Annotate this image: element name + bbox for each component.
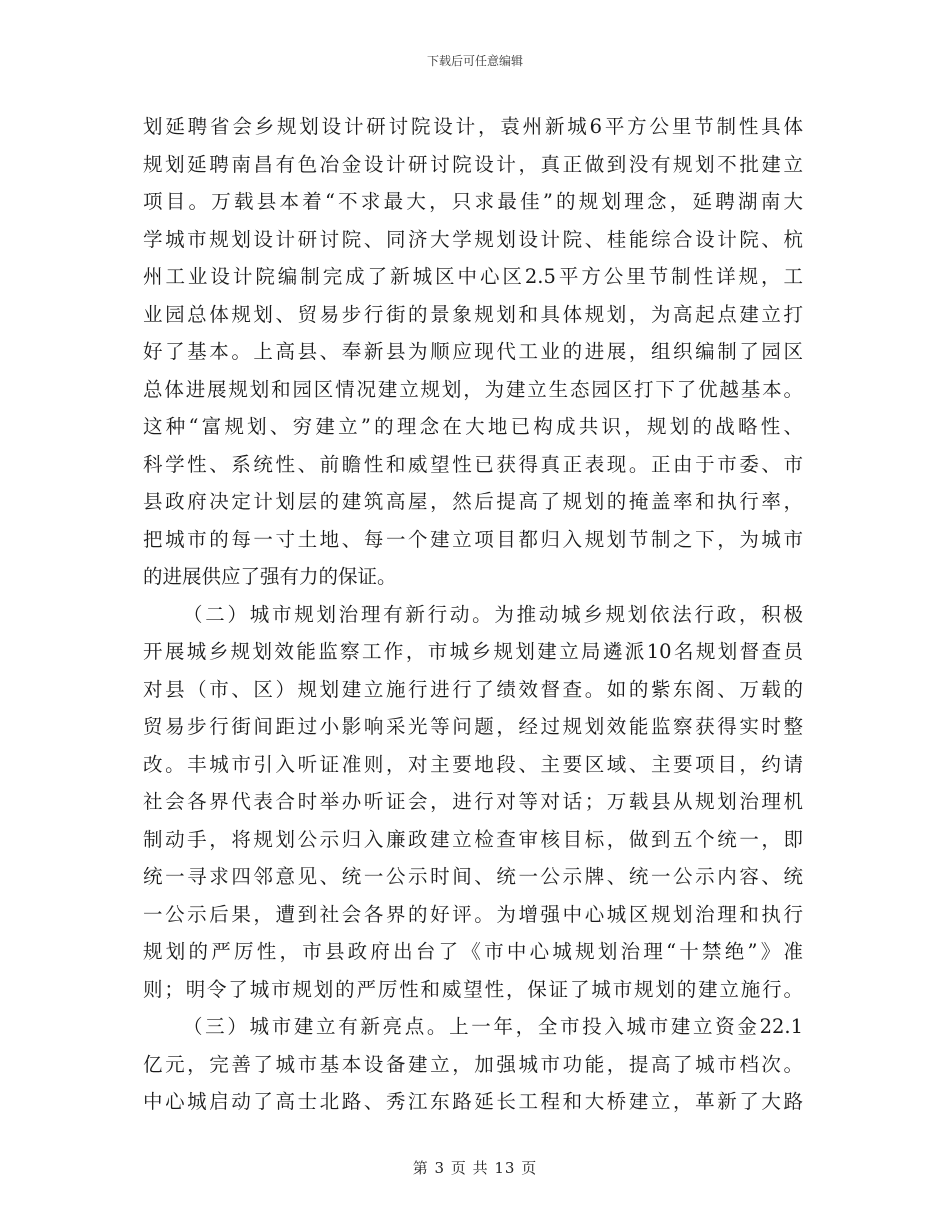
- text-line: 制动手，将规划公示归入廉政建立检查审核目标，做到五个统一，即: [143, 827, 803, 851]
- text-line: 对县（市、区）规划建立施行进行了绩效督查。如的紫东阁、万载的: [143, 677, 803, 701]
- text-line: 县政府决定计划层的建筑高屋，然后提高了规划的掩盖率和执行率，: [143, 490, 803, 513]
- text-line: 改。丰城市引入听证准则，对主要地段、主要区域、主要项目，约请: [143, 752, 803, 776]
- page-footer: 第 3 页 共 13 页: [412, 1159, 538, 1177]
- text-line: 亿元，完善了城市基本设备建立，加强城市功能，提高了城市档次。: [143, 1052, 803, 1076]
- text-line: 这种“富规划、穷建立”的理念在大地已构成共识，规划的战略性、: [143, 415, 803, 438]
- paragraph-end-line: 的进展供应了强有力的保证。: [143, 565, 397, 588]
- text-line: 科学性、系统性、前瞻性和威望性已获得真正表现。正由于市委、市: [143, 452, 803, 476]
- text-line: 划延聘省会乡规划设计研讨院设计，袁州新城6平方公里节制性具体: [143, 115, 803, 138]
- text-line: 规划延聘南昌有色冶金设计研讨院设计，真正做到没有规划不批建立: [143, 152, 803, 176]
- text-line: 州工业设计院编制完成了新城区中心区2.5平方公里节制性详规，工: [143, 265, 803, 288]
- text-line: 社会各界代表合时举办听证会，进行对等对话；万载县从规划治理机: [143, 790, 803, 813]
- text-line: 贸易步行街间距过小影响采光等问题，经过规划效能监察获得实时整: [143, 715, 803, 738]
- text-line: 学城市规划设计研讨院、同济大学规划设计院、桂能综合设计院、杭: [143, 227, 803, 251]
- text-line: 规划的严厉性，市县政府出台了《市中心城规划治理“十禁绝”》准: [143, 940, 803, 963]
- text-line: 好了基本。上高县、奉新县为顺应现代工业的进展，组织编制了园区: [143, 340, 803, 363]
- text-line: 项目。万载县本着“不求最大，只求最佳”的规划理念，延聘湖南大: [143, 190, 803, 213]
- text-line: 统一寻求四邻意见、统一公示时间、统一公示牌、统一公示内容、统: [143, 865, 803, 888]
- document-body: [143, 108, 803, 1121]
- text-line: 一公示后果，遭到社会各界的好评。为增强中心城区规划治理和执行: [143, 902, 803, 926]
- text-line: 则；明令了城市规划的严厉性和威望性，保证了城市规划的建立施行。: [143, 977, 803, 1001]
- section-heading-line: （三）城市建立有新亮点。上一年，全市投入城市建立资金22.1: [183, 1015, 803, 1038]
- section-heading-line: （二）城市规划治理有新行动。为推动城乡规划依法行政，积极: [183, 602, 803, 626]
- text-line: 业园总体规划、贸易步行街的景象规划和具体规划，为高起点建立打: [143, 302, 803, 326]
- text-line: 把城市的每一寸土地、每一个建立项目都归入规划节制之下，为城市: [143, 527, 803, 551]
- page-header: 下载后可任意编辑: [426, 54, 523, 68]
- text-line: 中心城启动了高士北路、秀江东路延长工程和大桥建立，革新了大路: [143, 1090, 803, 1113]
- text-line: 总体进展规划和园区情况建立规划，为建立生态园区打下了优越基本。: [143, 377, 803, 401]
- text-line: 开展城乡规划效能监察工作，市城乡规划建立局遴派10名规划督查员: [143, 640, 803, 663]
